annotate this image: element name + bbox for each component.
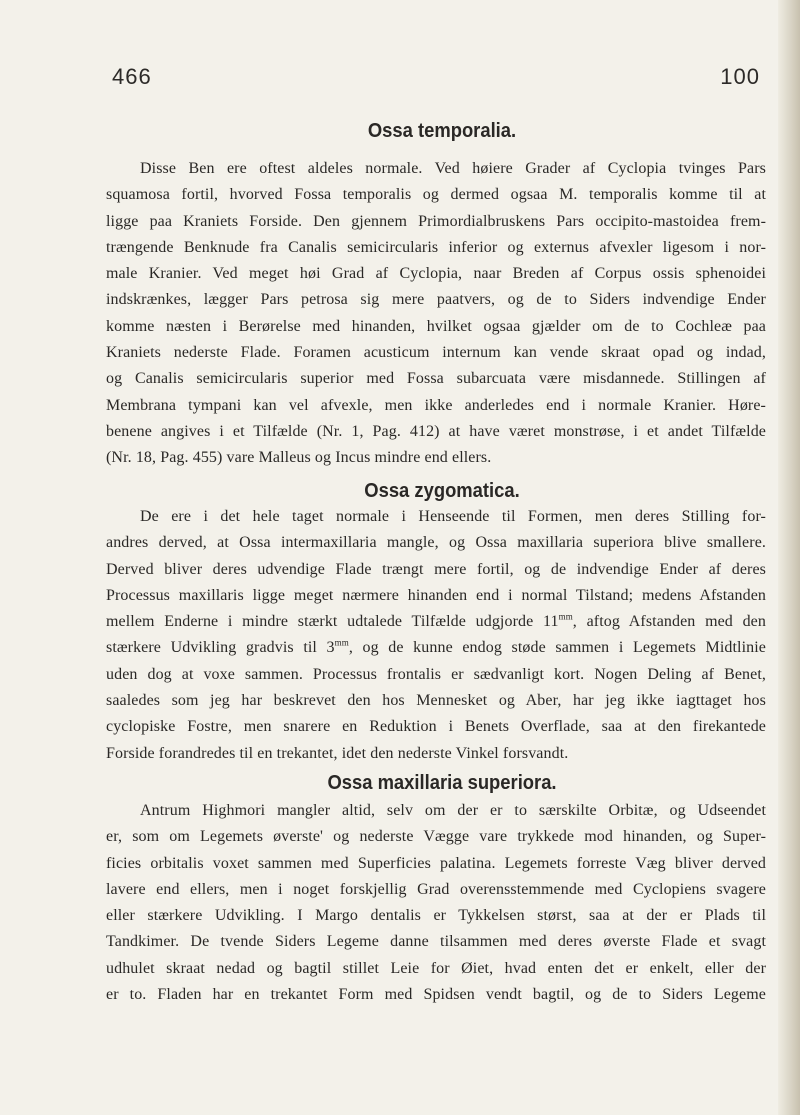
text-line: Tandkimer. De tvende Siders Legeme danne tilsammen med deres øverste Flade et svagt	[106, 933, 766, 951]
text-line-with-unit	[106, 635, 766, 661]
text-line: trængende Benknude fra Canalis semicircularis inferior og externus afvexler ligesom i nor-	[106, 238, 766, 256]
text-line: eller stærkere Udvikling. I Margo dentalis er Tykkelsen størst, saa at der er Plads til	[106, 907, 766, 925]
page-edge-shadow	[778, 0, 800, 1115]
text-line: squamosa fortil, hvorved Fossa temporalis og dermed ogsaa M. temporalis komme til at	[106, 186, 766, 204]
text-line: De ere i det hele taget normale i Henseende til Formen, men deres Stilling for-	[140, 508, 766, 525]
text-line: Antrum Highmori mangler altid, selv om der er to særskilte Orbitæ, og Udseendet	[140, 802, 766, 819]
text-line: er, som om Legemets øverste' og nederste Vægge vare trykkede mod hinanden, og Super-	[106, 828, 766, 846]
text-line: er to. Fladen har en trekantet Form med Spidsen vendt bagtil, og de to Siders Legeme	[106, 986, 766, 1004]
text-line-with-unit	[106, 609, 766, 635]
text-line: Derved bliver deres udvendige Flade trængt mere fortil, og de indvendige Ender af deres	[106, 560, 766, 578]
page-number-left: 466	[112, 64, 152, 89]
text-line: (Nr. 18, Pag. 455) vare Malleus og Incus mindre end ellers.	[106, 449, 492, 467]
line-tail: , aftog Afstanden med den	[572, 613, 766, 631]
text-line: cyclopiske Fostre, men snarere en Reduktion i Benets Overflade, saa at den firekantede	[106, 718, 766, 736]
unit-mm: mm	[334, 638, 349, 649]
text-line: ligge paa Kraniets Forside. Den gjennem Primordialbruskens Pars occipito-mastoidea frem-	[106, 212, 766, 230]
line-text: stærkere Udvikling gradvis til 3	[106, 639, 335, 657]
text-line: komme næsten i Berørelse med hinanden, hvilket ogsaa gjælder om de to Cochleæ paa	[106, 317, 766, 335]
text-line: Processus maxillaris ligge meget nærmere hinanden end i normal Tilstand; medens Afstanden	[106, 586, 766, 604]
text-line: Forside forandredes til en trekantet, idet den nederste Vinkel forsvandt.	[106, 744, 569, 762]
text-line: benene angives i et Tilfælde (Nr. 1, Pag. 412) at have været monstrøse, i et andet Tilfælde	[106, 422, 766, 440]
text-line: Kraniets nederste Flade. Foramen acusticum internum kan vende skraat opad og indad,	[106, 344, 766, 362]
section-title-zygomatica: Ossa zygomatica.	[364, 480, 520, 502]
paragraph-temporalia	[106, 156, 766, 472]
unit-mm: mm	[558, 611, 573, 622]
text-line: andres derved, at Ossa intermaxillaria mangle, og Ossa maxillaria superiora blive smallere.	[106, 534, 766, 552]
text-line: male Kranier. Ved meget høi Grad af Cyclopia, naar Breden af Corpus ossis sphenoidei	[106, 265, 766, 283]
section-title-temporalia: Ossa temporalia.	[367, 120, 517, 142]
paragraph-zygomatica	[106, 504, 766, 767]
paragraph-maxillaria	[106, 798, 766, 1008]
text-line: uden dog at voxe sammen. Processus frontalis er sædvanligt kort. Nogen Deling af Benet,	[106, 665, 766, 683]
page-number-right: 100	[720, 64, 760, 89]
text-line: ficies orbitalis voxet sammen med Superficies palatina. Legemets forreste Væg bliver derved	[106, 854, 766, 872]
text-line: lavere end ellers, men i noget forskjellig Grad overensstemmende med Cyclopiens svagere	[106, 880, 766, 898]
line-text: mellem Enderne i mindre stærkt udtalede Tilfælde udgjorde 11	[106, 613, 559, 631]
page-header	[112, 64, 760, 96]
line-tail: , og de kunne endog støde sammen i Legemets Midtlinie	[348, 639, 766, 657]
text-line: saaledes som jeg har beskrevet den hos Mennesket og Aber, har jeg ikke iagttaget hos	[106, 692, 766, 710]
text-line: Disse Ben ere oftest aldeles normale. Ved høiere Grader af Cyclopia tvinges Pars	[140, 160, 766, 177]
section-title-maxillaria: Ossa maxillaria superiora.	[327, 772, 557, 794]
text-line: indskrænkes, lægger Pars petrosa sig mere paatvers, og de to Siders indvendige Ender	[106, 291, 766, 309]
text-line: udhulet skraat nedad og bagtil stillet Leie for Øiet, hvad enten det er enkelt, eller der	[106, 959, 766, 977]
text-line: Membrana tympani kan vel afvexle, men ikke anderledes end i normale Kranier. Høre-	[106, 396, 766, 414]
text-line: og Canalis semicircularis superior med Fossa subarcuata være misdannede. Stillingen af	[106, 370, 766, 388]
